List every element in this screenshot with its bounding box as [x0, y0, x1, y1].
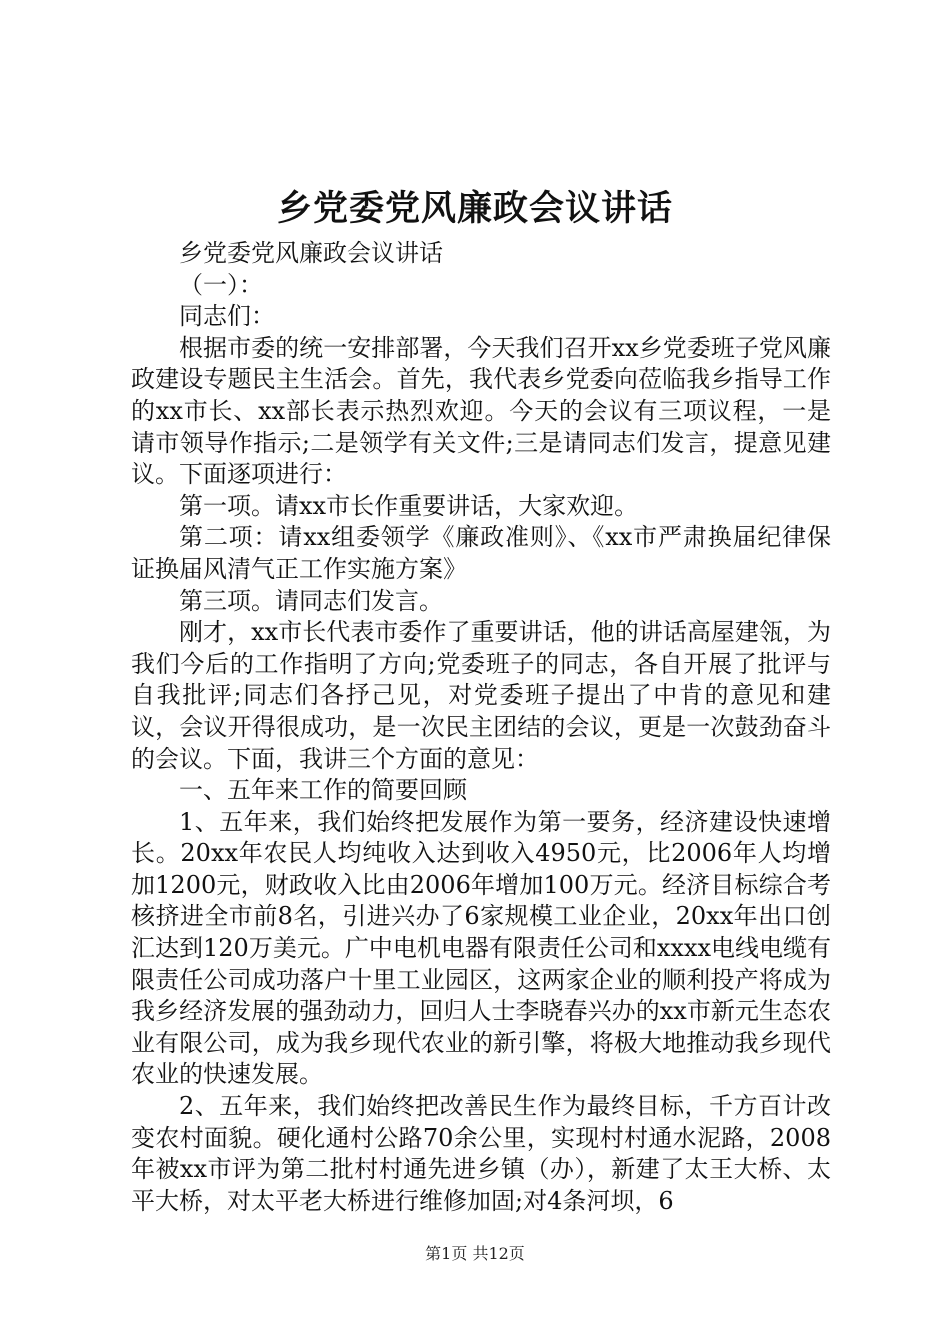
paragraph-section-number: （一）：: [179, 270, 263, 299]
document-body: [131, 238, 831, 1217]
paragraph-heading-review: 一、五年来工作的简要回顾: [179, 776, 467, 805]
paragraph-summary: 刚才，xx市长代表市委作了重要讲话，他的讲话高屋建瓴，为我们今后的工作指明了方向;党委班子的同志，各自开展了批评与自我批评;同志们各抒己见，对党委班子提出了中肯的意见和建议，会议开得很成功，是一次民主团结的会议，更是一次鼓劲奋斗的会议。下面，我讲三个方面的意见：: [131, 618, 831, 773]
paragraph-subtitle: 乡党委党风廉政会议讲话: [179, 239, 443, 267]
paragraph-salutation: 同志们：: [179, 302, 275, 331]
page-footer: 第1页 共12页: [425, 1244, 525, 1263]
paragraph-point-2: 2、五年来，我们始终把改善民生作为最终目标，千方百计改变农村面貌。硬化通村公路70余公里，实现村村通水泥路，2008年被xx市评为第二批村村通先进乡镇（办），新建了太王大桥、太平大桥，对太平老大桥进行维修加固;对4条河坝，6: [131, 1092, 831, 1215]
paragraph-point-1: 1、五年来，我们始终把发展作为第一要务，经济建设快速增长。20xx年农民人均纯收入达到收入4950元，比2006年人均增加1200元，财政收入比由2006年增加100万元。经济目标综合考核挤进全市前8名，引进兴办了6家规模工业企业，20xx年出口创汇达到120万美元。广中电机电器有限责任公司和xxxx电线电缆有限责任公司成功落户十里工业园区，这两家企业的顺利投产将成为我乡经济发展的强劲动力，回归人士李晓春兴办的xx市新元生态农业有限公司，成为我乡现代农业的新引擎，将极大地推动我乡现代农业的快速发展。: [131, 807, 831, 1089]
paragraph-agenda-item-2: 第二项：请xx组委领学《廉政准则》、《xx市严肃换届纪律保证换届风清气正工作实施方案》: [131, 523, 831, 583]
paragraph-agenda-item-3: 第三项。请同志们发言。: [179, 586, 443, 615]
paragraph-intro: 根据市委的统一安排部署，今天我们召开xx乡党委班子党风廉政建设专题民主生活会。首先，我代表乡党委向莅临我乡指导工作的xx市长、xx部长表示热烈欢迎。今天的会议有三项议程，一是请市领导作指示;二是领学有关文件;三是请同志们发言，提意见建议。下面逐项进行：: [131, 333, 831, 489]
document-title: 乡党委党风廉政会议讲话: [276, 188, 673, 229]
paragraph-agenda-item-1: 第一项。请xx市长作重要讲话，大家欢迎。: [179, 491, 639, 520]
